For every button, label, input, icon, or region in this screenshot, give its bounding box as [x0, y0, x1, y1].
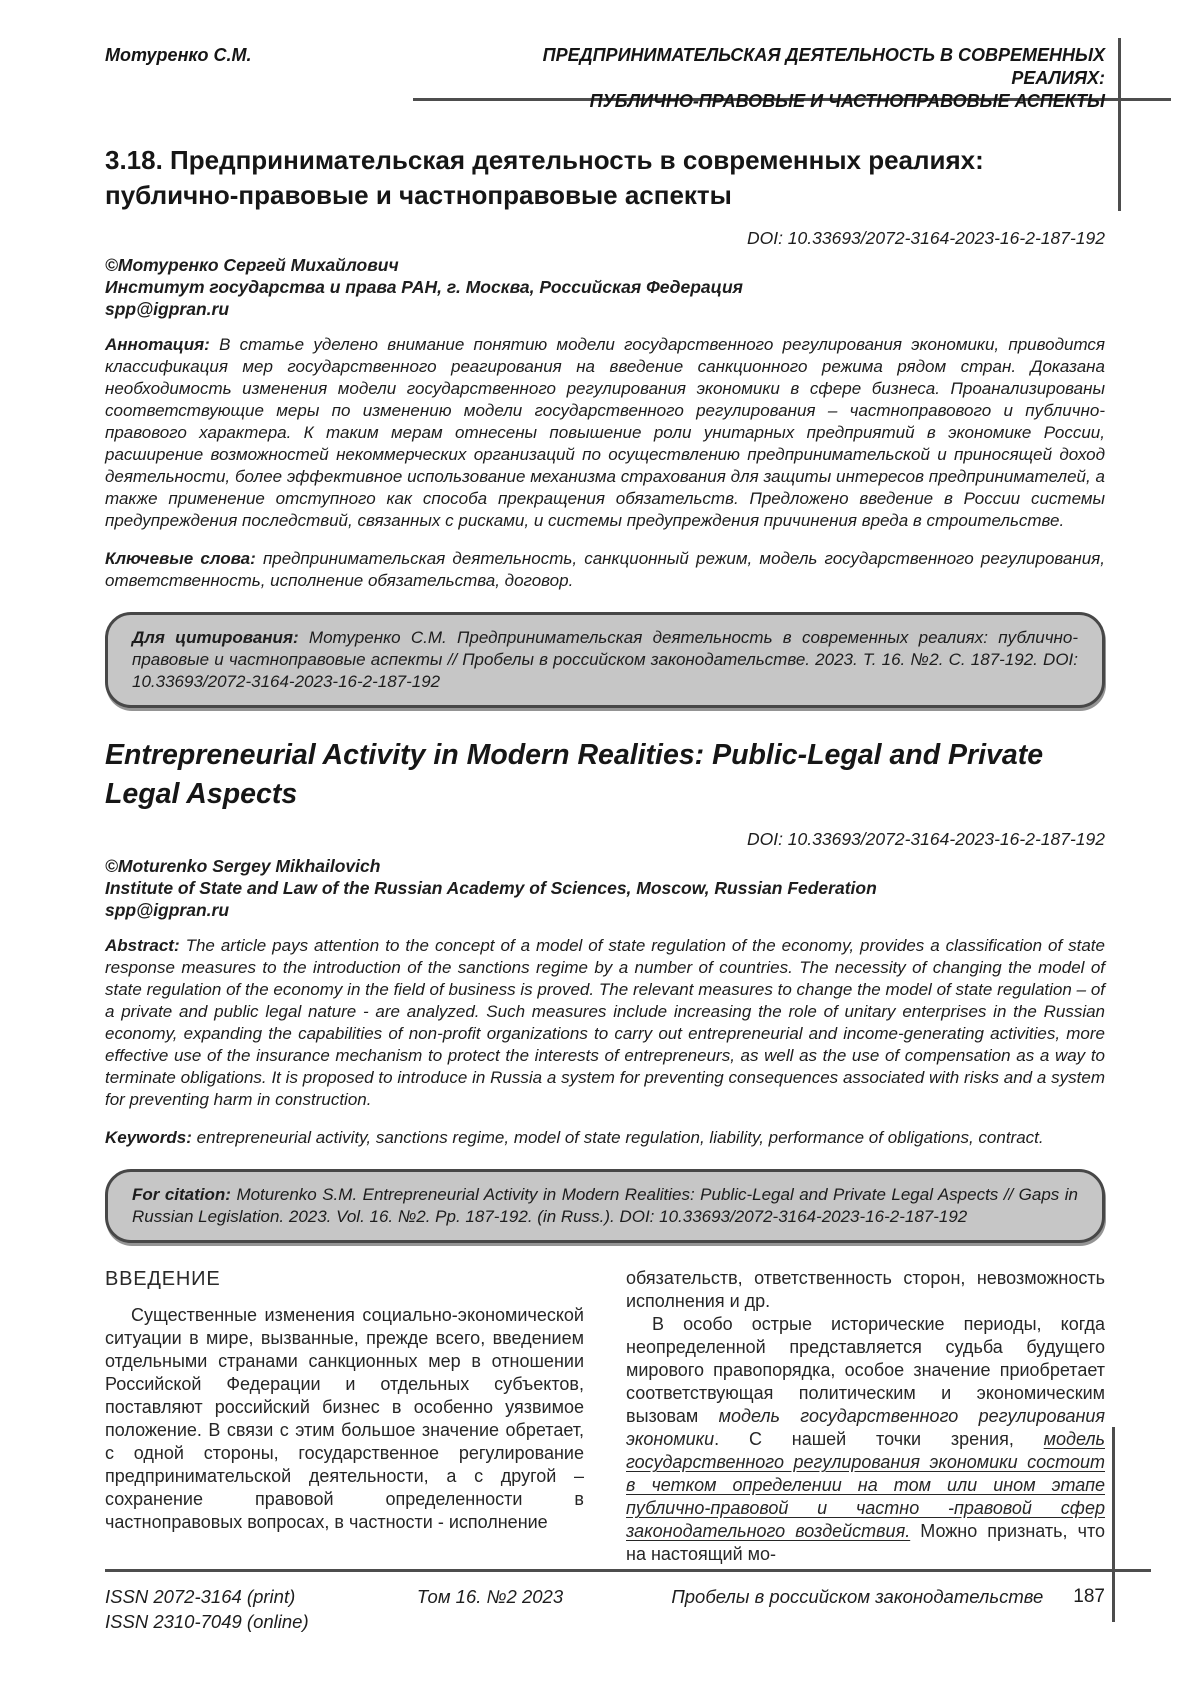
header-vertical-rule [1118, 38, 1121, 211]
running-head-title-line1: ПРЕДПРИНИМАТЕЛЬСКАЯ ДЕЯТЕЛЬНОСТЬ В СОВРЕМЕННЫХ РЕАЛИЯХ: [542, 45, 1105, 88]
keywords-ru-text: предпринимательская деятельность, санкционный режим, модель государственного регулирования, ответственность, исполнение обязательства, договор. [105, 549, 1105, 590]
citation-en [132, 1184, 1078, 1228]
author-name-ru: ©Мотуренко Сергей Михайлович [105, 255, 399, 275]
article-title-en: Entrepreneurial Activity in Modern Realities: Public-Legal and Private Legal Aspects [105, 739, 1044, 810]
footer-journal-wrap [671, 1584, 1105, 1609]
right-para2-seg-normal-1: В особо острые исторические периоды, когда неопределенной представляется судьба будущего мирового правопорядка, особое значение приобретает соответствующая политическим и экономическим вызовам [626, 1314, 1105, 1426]
citation-box-en [105, 1169, 1105, 1243]
issn-block [105, 1584, 309, 1634]
issn-print: ISSN 2072-3164 (print) [105, 1586, 296, 1607]
running-head [105, 0, 1105, 113]
citation-en-label: For citation: [132, 1185, 231, 1204]
body-paragraph-right-1: обязательств, ответственность сторон, невозможность исполнения и др. [626, 1268, 1105, 1311]
issn-online: ISSN 2310-7049 (online) [105, 1611, 309, 1632]
author-block-en [105, 855, 1105, 921]
author-affiliation-ru: Институт государства и права РАН, г. Москва, Российская Федерация [105, 277, 743, 297]
article-title-ru-line1: 3.18. Предпринимательская деятельность в современных реалиях: [105, 145, 984, 175]
right-para2-seg-underlined: модель государственного регулирования экономики состоит в четком определении на том или ином этапе публично-правовой и частно -правовой сфер законодательного воздействия. [626, 1429, 1105, 1541]
footer-volume: Том 16. №2 2023 [416, 1586, 564, 1607]
abstract-ru-label: Аннотация: [105, 335, 210, 354]
keywords-en-text: entrepreneurial activity, sanctions regime, model of state regulation, liability, performance of obligations, contract. [196, 1128, 1044, 1147]
keywords-en-label: Keywords: [105, 1128, 192, 1147]
footer-page-number: 187 [1073, 1586, 1105, 1607]
running-head-author: Мотуренко С.М. [105, 45, 252, 65]
doi-ru: DOI: 10.33693/2072-3164-2023-16-2-187-192 [746, 228, 1105, 248]
body-paragraph-left: Существенные изменения социально-экономической ситуации в мире, вызванные, прежде всего, введением отдельными странами санкционных мер в отношении Российской Федерации и отдельных субъектов, поставляют российский бизнес в особенно уязвимое положение. В связи с этим большое значение обретает, с одной стороны, государственное регулирование предпринимательской деятельности, а с другой – сохранение правовой определенности в частноправовых вопросах, в частности - исполнение [105, 1305, 584, 1532]
article-title-ru-line2: публично-правовые и частноправовые аспекты [105, 180, 732, 210]
running-head-title-line2: ПУБЛИЧНО-ПРАВОВЫЕ И ЧАСТНОПРАВОВЫЕ АСПЕКТЫ [589, 91, 1105, 111]
body-paragraph-right-2 [626, 1313, 1105, 1566]
body-columns [105, 1267, 1105, 1566]
article-title-ru [105, 143, 1105, 213]
doi-en: DOI: 10.33693/2072-3164-2023-16-2-187-192 [746, 829, 1105, 849]
abstract-en-text: The article pays attention to the concept of a model of state regulation of the economy, provides a classification of state response measures to the introduction of the sanctions regime by a number of countries. The necessity of changing the model of state regulation of the economy in the field of business is proved. The relevant measures to change the model of state regulation – of a private and public legal nature - are analyzed. Such measures include increasing the role of unitary enterprises in the Russian economy, expanding the capabilities of non-profit organizations to carry out entrepreneurial and income-generating activities, more effective use of the insurance mechanism to protect the interests of entrepreneurs, as well as the use of compensation as a way to terminate obligations. It is proposed to introduce in Russia a system for preventing consequences associated with risks and a system for preventing harm in construction. [105, 936, 1105, 1109]
abstract-ru [105, 334, 1105, 532]
citation-en-text: Moturenko S.M. Entrepreneurial Activity in Modern Realities: Public-Legal and Private Legal Aspects // Gaps in Russian Legislation. 2023. Vol. 16. №2. Pp. 187-192. (in Russ.). DOI: 10.33693/2072-3164-2023-16-2-187-192 [132, 1185, 1078, 1226]
keywords-ru-label: Ключевые слова: [105, 549, 256, 568]
footer-horizontal-rule [105, 1569, 1151, 1572]
citation-ru [132, 627, 1078, 693]
author-affiliation-en: Institute of State and Law of the Russian Academy of Sciences, Moscow, Russian Federation [105, 878, 877, 898]
right-para2-seg-italic: модель государственного регулирования экономики [626, 1406, 1105, 1449]
keywords-ru [105, 548, 1105, 592]
footer-vertical-rule [1112, 1427, 1115, 1622]
citation-box-ru [105, 612, 1105, 708]
citation-ru-label: Для цитирования: [132, 628, 299, 647]
citation-ru-text: Мотуренко С.М. Предпринимательская деятельность в современных реалиях: публично-правовые и частноправовые аспекты // Пробелы в российском законодательстве. 2023. Т. 16. №2. С. 187-192. DOI: 10.33693/2072-3164-2023-16-2-187-192 [132, 628, 1078, 691]
author-name-en: ©Moturenko Sergey Mikhailovich [105, 856, 381, 876]
right-para2-seg-normal-3: Можно признать, что на настоящий мо- [626, 1521, 1105, 1564]
page-content [105, 0, 1105, 1566]
page-footer [105, 1584, 1105, 1634]
body-column-right [626, 1267, 1105, 1566]
author-block-ru [105, 254, 1105, 320]
running-head-title [465, 44, 1105, 113]
body-column-left [105, 1267, 584, 1566]
right-para2-seg-normal-2: . С нашей точки зрения, [714, 1429, 1044, 1449]
abstract-ru-text: В статье уделено внимание понятию модели государственного регулирования экономики, приводится классификация мер государственного реагирования на введение санкционного режима рядом стран. Доказана необходимость изменения модели государственного регулирования экономики в сфере бизнеса. Проанализированы соответствующие меры по изменению модели государственного регулирования – частноправового и публично-правового характера. К таким мерам отнесены повышение роли унитарных предприятий в экономике России, расширение возможностей некоммерческих организаций по осуществлению предпринимательской и приносящей доход деятельности, более эффективное использование механизма страхования для защиты интересов предпринимателей, а также применение отступного как способа прекращения обязательств. Предложено введение в России системы предупреждения последствий, связанных с рисками, и системы предупреждения причинения вреда в строительстве. [105, 335, 1105, 530]
abstract-en-label: Abstract: [105, 936, 180, 955]
author-email-ru: spp@igpran.ru [105, 299, 230, 319]
introduction-heading: ВВЕДЕНИЕ [105, 1268, 221, 1290]
keywords-en [105, 1127, 1105, 1149]
abstract-en [105, 935, 1105, 1111]
footer-journal-name: Пробелы в российском законодательстве [671, 1586, 1044, 1607]
author-email-en: spp@igpran.ru [105, 900, 230, 920]
